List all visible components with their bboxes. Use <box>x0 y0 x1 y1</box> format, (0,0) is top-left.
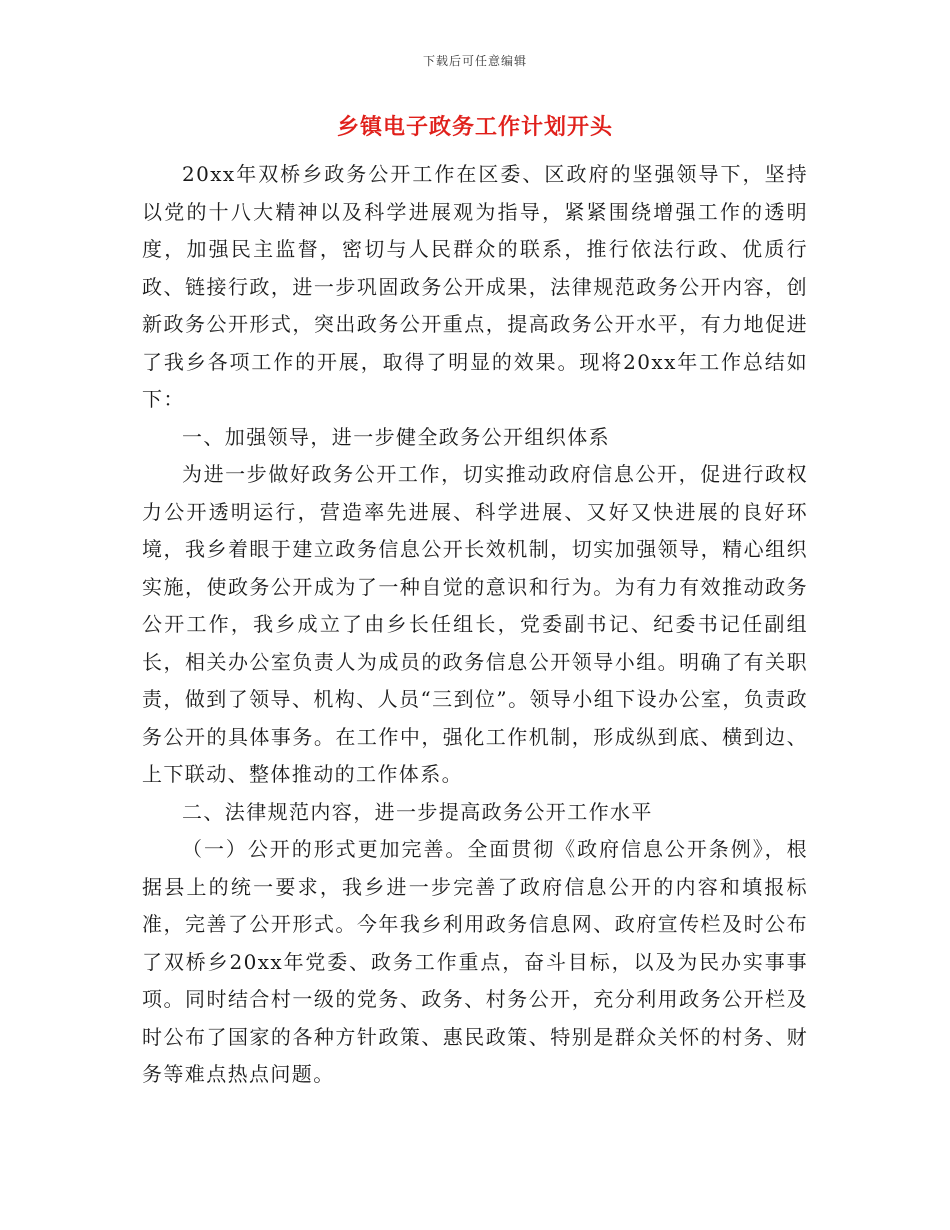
section-heading-2: 二、法律规范内容，进一步提高政务公开工作水平 <box>182 799 653 824</box>
paragraph-intro: 20xx年双桥乡政务公开工作在区委、区政府的坚强领导下，坚持以党的十八大精神以及科学进展观为指导，紧紧围绕增强工作的透明度，加强民主监督，密切与人民群众的联系，推行依法行政、优质行政、链接行政，进一步巩固政务公开成果，法律规范政务公开内容，创新政务公开形式，突出政务公开重点，提高政务公开水平，有力地促进了我乡各项工作的开展，取得了明显的效果。现将20xx年工作总结如下： <box>142 162 808 411</box>
section-heading-1: 一、加强领导，进一步健全政务公开组织体系 <box>182 424 610 449</box>
header-note: 下载后可任意编辑 <box>422 54 527 68</box>
document-title: 乡镇电子政务工作计划开头 <box>336 114 613 140</box>
paragraph-section-2-item-1: （一）公开的形式更加完善。全面贯彻《政府信息公开条例》，根据县上的统一要求，我乡进一步完善了政府信息公开的内容和填报标准，完善了公开形式。今年我乡利用政务信息网、政府宣传栏及时公布了双桥乡20xx年党委、政务工作重点，奋斗目标，以及为民办实事事项。同时结合村一级的党务、政务、村务公开，充分利用政务公开栏及时公布了国家的各种方针政策、惠民政策、特别是群众关怀的村务、财务等难点热点问题。 <box>142 837 808 1086</box>
document-body <box>142 156 808 1094</box>
paragraph-section-1: 为进一步做好政务公开工作，切实推动政府信息公开，促进行政权力公开透明运行，营造率先进展、科学进展、又好又快进展的良好环境，我乡着眼于建立政务信息公开长效机制，切实加强领导，精心组织实施，使政务公开成为了一种自觉的意识和行为。为有力有效推动政务公开工作，我乡成立了由乡长任组长，党委副书记、纪委书记任副组长，相关办公室负责人为成员的政务信息公开领导小组。明确了有关职责，做到了领导、机构、人员“三到位”。领导小组下设办公室，负责政务公开的具体事务。在工作中，强化工作机制，形成纵到底、横到边、上下联动、整体推动的工作体系。 <box>142 462 808 786</box>
